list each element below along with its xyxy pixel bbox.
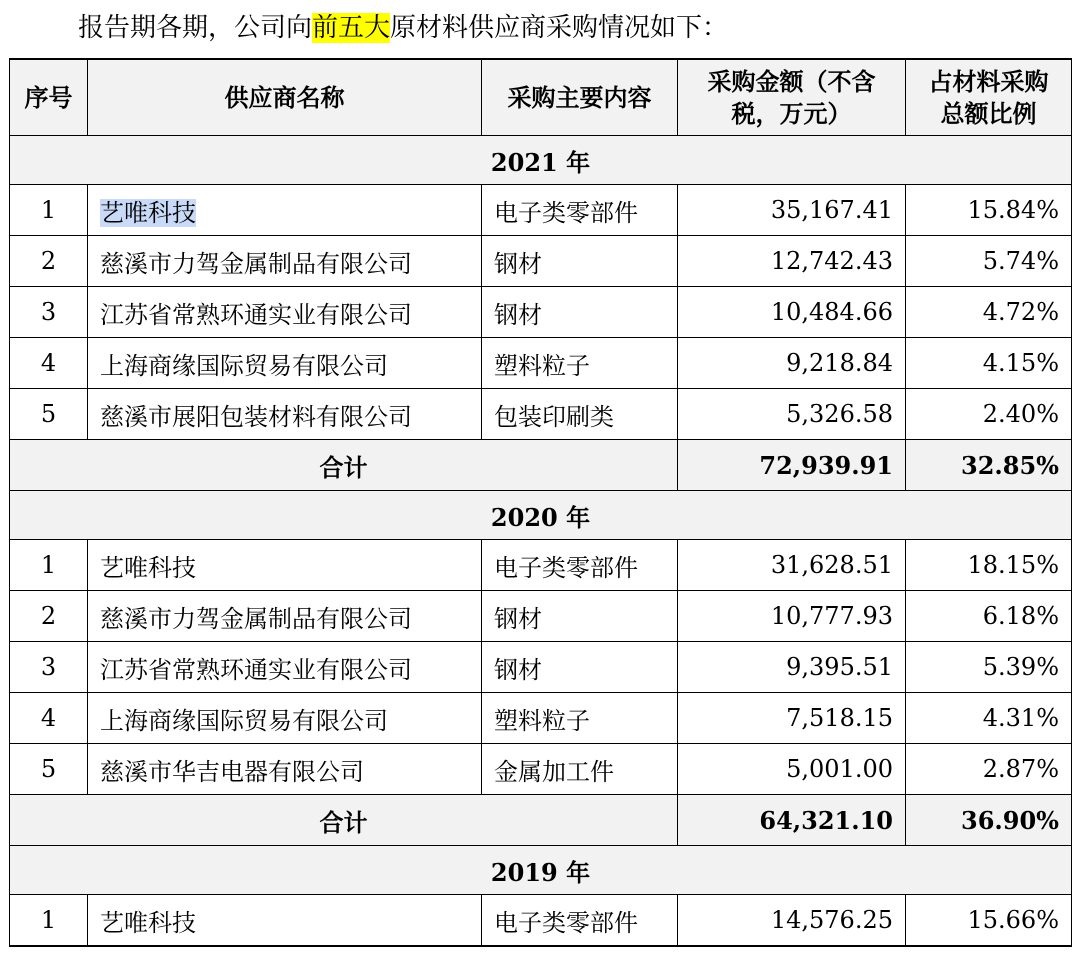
row-no: 4 (10, 693, 88, 744)
year-row-2019 (10, 846, 1072, 895)
total-ratio: 32.85% (906, 440, 1072, 491)
intro-text-before: 报告期各期，公司向 (78, 13, 313, 43)
row-supplier: 艺唯科技 (88, 540, 482, 591)
table-header-row (10, 59, 1072, 136)
row-supplier: 艺唯科技 (88, 895, 482, 947)
row-no: 2 (10, 591, 88, 642)
row-no: 5 (10, 389, 88, 440)
header-supplier: 供应商名称 (88, 59, 482, 136)
row-content: 金属加工件 (482, 744, 678, 795)
row-amount: 5,326.58 (678, 389, 906, 440)
row-content: 钢材 (482, 236, 678, 287)
table-row (10, 338, 1072, 389)
row-amount: 9,218.84 (678, 338, 906, 389)
supplier-table (9, 58, 1072, 947)
intro-paragraph (78, 8, 728, 48)
row-ratio: 2.87% (906, 744, 1072, 795)
total-amount: 72,939.91 (678, 440, 906, 491)
row-supplier: 慈溪市华吉电器有限公司 (88, 744, 482, 795)
table-row (10, 540, 1072, 591)
table-row (10, 185, 1072, 236)
intro-text-after: 原材料供应商采购情况如下： (390, 13, 729, 43)
table-row (10, 389, 1072, 440)
row-content: 钢材 (482, 591, 678, 642)
row-supplier: 江苏省常熟环通实业有限公司 (88, 642, 482, 693)
row-ratio: 5.39% (906, 642, 1072, 693)
row-no: 1 (10, 540, 88, 591)
table-row (10, 287, 1072, 338)
row-content: 电子类零部件 (482, 185, 678, 236)
row-ratio: 18.15% (906, 540, 1072, 591)
selected-supplier-text[interactable]: 艺唯科技 (100, 198, 196, 227)
row-amount: 7,518.15 (678, 693, 906, 744)
header-amount: 采购金额（不含税，万元） (678, 59, 906, 136)
total-label: 合计 (10, 795, 678, 846)
row-content: 塑料粒子 (482, 693, 678, 744)
total-label: 合计 (10, 440, 678, 491)
row-amount: 5,001.00 (678, 744, 906, 795)
table-row (10, 591, 1072, 642)
row-no: 4 (10, 338, 88, 389)
table-row (10, 693, 1072, 744)
row-content: 包装印刷类 (482, 389, 678, 440)
row-amount: 12,742.43 (678, 236, 906, 287)
intro-highlight: 前五大 (312, 13, 391, 43)
row-ratio: 15.66% (906, 895, 1072, 947)
row-supplier: 慈溪市展阳包装材料有限公司 (88, 389, 482, 440)
year-label: 2020 年 (10, 491, 1072, 540)
year-label: 2019 年 (10, 846, 1072, 895)
row-no: 2 (10, 236, 88, 287)
row-content: 塑料粒子 (482, 338, 678, 389)
row-ratio: 4.72% (906, 287, 1072, 338)
row-ratio: 15.84% (906, 185, 1072, 236)
table-row (10, 642, 1072, 693)
row-ratio: 6.18% (906, 591, 1072, 642)
row-supplier: 慈溪市力驾金属制品有限公司 (88, 591, 482, 642)
row-supplier: 慈溪市力驾金属制品有限公司 (88, 236, 482, 287)
row-content: 电子类零部件 (482, 540, 678, 591)
table-row (10, 744, 1072, 795)
total-row-2021 (10, 440, 1072, 491)
row-no: 1 (10, 895, 88, 947)
row-content: 钢材 (482, 642, 678, 693)
row-no: 1 (10, 185, 88, 236)
row-supplier (88, 185, 482, 236)
row-amount: 10,777.93 (678, 591, 906, 642)
year-label: 2021 年 (10, 136, 1072, 185)
row-amount: 14,576.25 (678, 895, 906, 947)
total-row-2020 (10, 795, 1072, 846)
header-no: 序号 (10, 59, 88, 136)
total-ratio: 36.90% (906, 795, 1072, 846)
row-content: 钢材 (482, 287, 678, 338)
header-ratio: 占材料采购总额比例 (906, 59, 1072, 136)
table-row (10, 895, 1072, 947)
row-amount: 10,484.66 (678, 287, 906, 338)
row-amount: 9,395.51 (678, 642, 906, 693)
table-row (10, 236, 1072, 287)
row-no: 5 (10, 744, 88, 795)
row-amount: 35,167.41 (678, 185, 906, 236)
row-amount: 31,628.51 (678, 540, 906, 591)
row-ratio: 2.40% (906, 389, 1072, 440)
row-ratio: 5.74% (906, 236, 1072, 287)
row-content: 电子类零部件 (482, 895, 678, 947)
year-row-2021 (10, 136, 1072, 185)
row-supplier: 上海商缘国际贸易有限公司 (88, 338, 482, 389)
row-supplier: 上海商缘国际贸易有限公司 (88, 693, 482, 744)
row-no: 3 (10, 642, 88, 693)
row-supplier: 江苏省常熟环通实业有限公司 (88, 287, 482, 338)
header-content: 采购主要内容 (482, 59, 678, 136)
year-row-2020 (10, 491, 1072, 540)
total-amount: 64,321.10 (678, 795, 906, 846)
row-no: 3 (10, 287, 88, 338)
row-ratio: 4.15% (906, 338, 1072, 389)
row-ratio: 4.31% (906, 693, 1072, 744)
